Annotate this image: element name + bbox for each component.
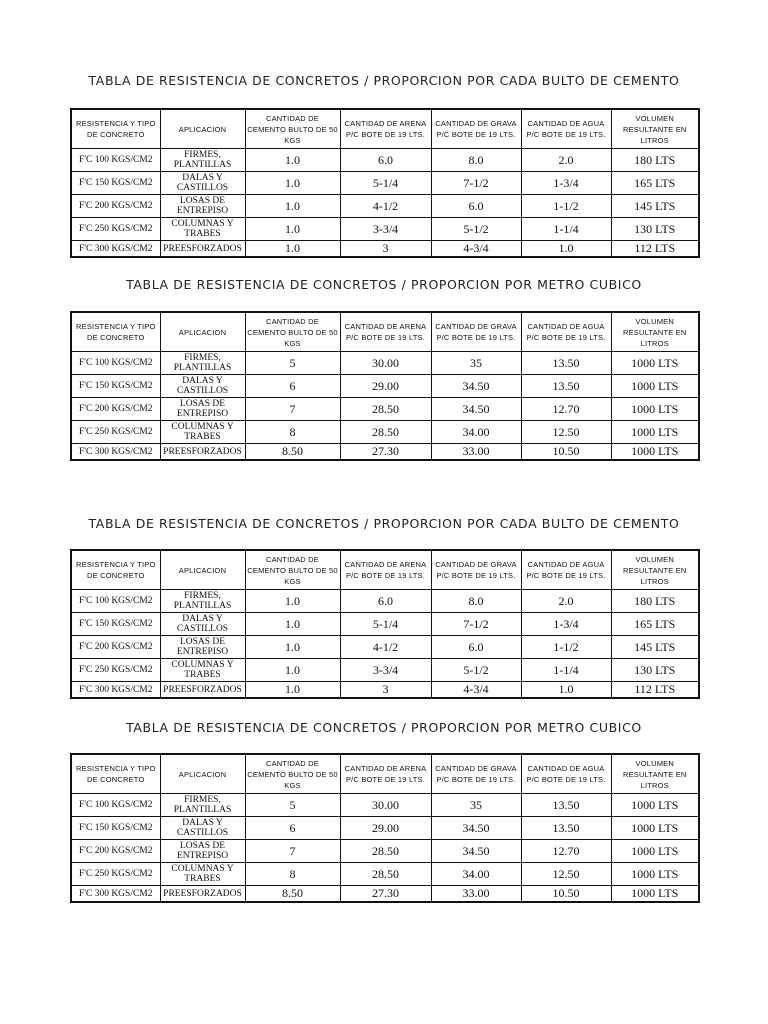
cement-cell: 6 [245, 375, 340, 398]
resistance-cell: F'C 300 KGS/CM2 [71, 241, 160, 258]
water-cell: 1-1/4 [521, 218, 611, 241]
concrete-table-cubic-meter [70, 311, 700, 461]
column-header: CANTIDAD DE GRAVA P/C BOTE DE 19 LTS. [431, 550, 521, 590]
water-cell: 12.70 [521, 840, 611, 863]
resistance-cell: F'C 150 KGS/CM2 [71, 375, 160, 398]
cement-cell: 8 [245, 421, 340, 444]
water-cell: 1-1/4 [521, 659, 611, 682]
water-cell: 1-3/4 [521, 613, 611, 636]
table-row [71, 444, 699, 461]
sand-cell: 3-3/4 [340, 218, 431, 241]
resistance-cell: F'C 100 KGS/CM2 [71, 149, 160, 172]
gravel-cell: 34.50 [431, 375, 521, 398]
volume-cell: 130 LTS [611, 218, 699, 241]
cement-cell: 6 [245, 817, 340, 840]
resistance-cell: F'C 250 KGS/CM2 [71, 421, 160, 444]
column-header: CANTIDAD DE CEMENTO BULTO DE 50 KGS [245, 550, 340, 590]
table-title: TABLA DE RESISTENCIA DE CONCRETOS / PROPORCION POR METRO CUBICO [126, 720, 642, 735]
column-header: VOLUMEN RESULTANTE EN LITROS [611, 312, 699, 352]
sand-cell: 29.00 [340, 817, 431, 840]
application-cell: FIRMES, PLANTILLAS [160, 794, 245, 817]
cement-cell: 1.0 [245, 659, 340, 682]
table-row [71, 886, 699, 903]
application-cell: FIRMES, PLANTILLAS [160, 352, 245, 375]
resistance-cell: F'C 200 KGS/CM2 [71, 840, 160, 863]
column-header: CANTIDAD DE GRAVA P/C BOTE DE 19 LTS. [431, 754, 521, 794]
table-title: TABLA DE RESISTENCIA DE CONCRETOS / PROPORCION POR METRO CUBICO [126, 277, 642, 292]
table-row [71, 421, 699, 444]
cement-cell: 7 [245, 840, 340, 863]
resistance-cell: F'C 100 KGS/CM2 [71, 794, 160, 817]
application-cell: PREESFORZADOS [160, 444, 245, 461]
cement-cell: 5 [245, 352, 340, 375]
column-header: CANTIDAD DE GRAVA P/C BOTE DE 19 LTS. [431, 109, 521, 149]
water-cell: 2.0 [521, 149, 611, 172]
application-cell: COLUMNAS Y TRABES [160, 218, 245, 241]
sand-cell: 28.50 [340, 421, 431, 444]
column-header: APLICACION [160, 754, 245, 794]
water-cell: 12.50 [521, 421, 611, 444]
resistance-cell: F'C 250 KGS/CM2 [71, 863, 160, 886]
table-row [71, 241, 699, 258]
cement-cell: 7 [245, 398, 340, 421]
volume-cell: 1000 LTS [611, 352, 699, 375]
table-row [71, 398, 699, 421]
resistance-cell: F'C 100 KGS/CM2 [71, 590, 160, 613]
volume-cell: 1000 LTS [611, 817, 699, 840]
column-header: RESISTENCIA Y TIPO DE CONCRETO [71, 312, 160, 352]
sand-cell: 6.0 [340, 590, 431, 613]
water-cell: 12.50 [521, 863, 611, 886]
water-cell: 1-3/4 [521, 172, 611, 195]
gravel-cell: 7-1/2 [431, 613, 521, 636]
sand-cell: 28.50 [340, 863, 431, 886]
sand-cell: 27.30 [340, 444, 431, 461]
water-cell: 1.0 [521, 241, 611, 258]
application-cell: PREESFORZADOS [160, 886, 245, 903]
column-header: CANTIDAD DE ARENA P/C BOTE DE 19 LTS. [340, 550, 431, 590]
sand-cell: 3 [340, 241, 431, 258]
cement-cell: 8 [245, 863, 340, 886]
resistance-cell: F'C 100 KGS/CM2 [71, 352, 160, 375]
column-header: CANTIDAD DE CEMENTO BULTO DE 50 KGS [245, 109, 340, 149]
table-row [71, 682, 699, 699]
gravel-cell: 34.50 [431, 817, 521, 840]
gravel-cell: 6.0 [431, 636, 521, 659]
water-cell: 10.50 [521, 886, 611, 903]
volume-cell: 180 LTS [611, 149, 699, 172]
gravel-cell: 33.00 [431, 444, 521, 461]
volume-cell: 165 LTS [611, 613, 699, 636]
gravel-cell: 34.00 [431, 863, 521, 886]
resistance-cell: F'C 300 KGS/CM2 [71, 886, 160, 903]
column-header: CANTIDAD DE AGUA P/C BOTE DE 19 LTS. [521, 754, 611, 794]
column-header: CANTIDAD DE ARENA P/C BOTE DE 19 LTS. [340, 109, 431, 149]
cement-cell: 1.0 [245, 195, 340, 218]
application-cell: FIRMES, PLANTILLAS [160, 149, 245, 172]
cement-cell: 8.50 [245, 444, 340, 461]
gravel-cell: 6.0 [431, 195, 521, 218]
column-header: CANTIDAD DE ARENA P/C BOTE DE 19 LTS. [340, 754, 431, 794]
gravel-cell: 7-1/2 [431, 172, 521, 195]
sand-cell: 28.50 [340, 398, 431, 421]
table-row [71, 149, 699, 172]
sand-cell: 6.0 [340, 149, 431, 172]
application-cell: LOSAS DE ENTREPISO [160, 840, 245, 863]
table-row [71, 195, 699, 218]
volume-cell: 1000 LTS [611, 421, 699, 444]
header-row [71, 550, 699, 590]
gravel-cell: 34.00 [431, 421, 521, 444]
table-row [71, 590, 699, 613]
column-header: CANTIDAD DE AGUA P/C BOTE DE 19 LTS. [521, 550, 611, 590]
water-cell: 12.70 [521, 398, 611, 421]
concrete-table-cubic-meter [70, 753, 700, 903]
application-cell: DALAS Y CASTILLOS [160, 613, 245, 636]
volume-cell: 1000 LTS [611, 444, 699, 461]
cement-cell: 1.0 [245, 172, 340, 195]
application-cell: DALAS Y CASTILLOS [160, 375, 245, 398]
water-cell: 13.50 [521, 375, 611, 398]
header-row [71, 109, 699, 149]
application-cell: LOSAS DE ENTREPISO [160, 398, 245, 421]
volume-cell: 130 LTS [611, 659, 699, 682]
concrete-table-bag [70, 108, 700, 258]
column-header: RESISTENCIA Y TIPO DE CONCRETO [71, 754, 160, 794]
table-row [71, 352, 699, 375]
cement-cell: 1.0 [245, 241, 340, 258]
sand-cell: 27.30 [340, 886, 431, 903]
resistance-cell: F'C 250 KGS/CM2 [71, 218, 160, 241]
table-row [71, 375, 699, 398]
sand-cell: 3-3/4 [340, 659, 431, 682]
water-cell: 1-1/2 [521, 636, 611, 659]
gravel-cell: 35 [431, 794, 521, 817]
volume-cell: 112 LTS [611, 241, 699, 258]
application-cell: LOSAS DE ENTREPISO [160, 195, 245, 218]
column-header: CANTIDAD DE ARENA P/C BOTE DE 19 LTS. [340, 312, 431, 352]
sand-cell: 30.00 [340, 794, 431, 817]
sand-cell: 30.00 [340, 352, 431, 375]
application-cell: PREESFORZADOS [160, 682, 245, 699]
gravel-cell: 34.50 [431, 840, 521, 863]
table-row [71, 218, 699, 241]
table-row [71, 636, 699, 659]
cement-cell: 1.0 [245, 218, 340, 241]
gravel-cell: 8.0 [431, 149, 521, 172]
water-cell: 1-1/2 [521, 195, 611, 218]
application-cell: COLUMNAS Y TRABES [160, 659, 245, 682]
volume-cell: 165 LTS [611, 172, 699, 195]
water-cell: 10.50 [521, 444, 611, 461]
column-header: RESISTENCIA Y TIPO DE CONCRETO [71, 109, 160, 149]
sand-cell: 29.00 [340, 375, 431, 398]
header-row [71, 312, 699, 352]
column-header: APLICACION [160, 312, 245, 352]
sand-cell: 3 [340, 682, 431, 699]
resistance-cell: F'C 150 KGS/CM2 [71, 817, 160, 840]
column-header: CANTIDAD DE CEMENTO BULTO DE 50 KGS [245, 312, 340, 352]
volume-cell: 180 LTS [611, 590, 699, 613]
table-row [71, 840, 699, 863]
application-cell: DALAS Y CASTILLOS [160, 817, 245, 840]
column-header: CANTIDAD DE GRAVA P/C BOTE DE 19 LTS. [431, 312, 521, 352]
sand-cell: 4-1/2 [340, 636, 431, 659]
sand-cell: 4-1/2 [340, 195, 431, 218]
column-header: CANTIDAD DE AGUA P/C BOTE DE 19 LTS. [521, 109, 611, 149]
column-header: RESISTENCIA Y TIPO DE CONCRETO [71, 550, 160, 590]
resistance-cell: F'C 200 KGS/CM2 [71, 195, 160, 218]
cement-cell: 5 [245, 794, 340, 817]
resistance-cell: F'C 150 KGS/CM2 [71, 172, 160, 195]
water-cell: 2.0 [521, 590, 611, 613]
volume-cell: 112 LTS [611, 682, 699, 699]
volume-cell: 1000 LTS [611, 886, 699, 903]
table-row [71, 863, 699, 886]
cement-cell: 1.0 [245, 613, 340, 636]
volume-cell: 1000 LTS [611, 398, 699, 421]
resistance-cell: F'C 200 KGS/CM2 [71, 636, 160, 659]
water-cell: 1.0 [521, 682, 611, 699]
column-header: VOLUMEN RESULTANTE EN LITROS [611, 754, 699, 794]
application-cell: DALAS Y CASTILLOS [160, 172, 245, 195]
table-row [71, 659, 699, 682]
sand-cell: 5-1/4 [340, 172, 431, 195]
application-cell: FIRMES, PLANTILLAS [160, 590, 245, 613]
table-row [71, 817, 699, 840]
application-cell: PREESFORZADOS [160, 241, 245, 258]
gravel-cell: 33.00 [431, 886, 521, 903]
volume-cell: 1000 LTS [611, 375, 699, 398]
volume-cell: 1000 LTS [611, 863, 699, 886]
table-row [71, 613, 699, 636]
volume-cell: 145 LTS [611, 636, 699, 659]
water-cell: 13.50 [521, 794, 611, 817]
column-header: VOLUMEN RESULTANTE EN LITROS [611, 109, 699, 149]
resistance-cell: F'C 200 KGS/CM2 [71, 398, 160, 421]
volume-cell: 1000 LTS [611, 794, 699, 817]
table-row [71, 172, 699, 195]
header-row [71, 754, 699, 794]
application-cell: COLUMNAS Y TRABES [160, 863, 245, 886]
gravel-cell: 5-1/2 [431, 218, 521, 241]
column-header: APLICACION [160, 550, 245, 590]
gravel-cell: 35 [431, 352, 521, 375]
gravel-cell: 5-1/2 [431, 659, 521, 682]
cement-cell: 8.50 [245, 886, 340, 903]
gravel-cell: 4-3/4 [431, 682, 521, 699]
volume-cell: 1000 LTS [611, 840, 699, 863]
table-row [71, 794, 699, 817]
cement-cell: 1.0 [245, 636, 340, 659]
water-cell: 13.50 [521, 352, 611, 375]
column-header: CANTIDAD DE CEMENTO BULTO DE 50 KGS [245, 754, 340, 794]
resistance-cell: F'C 300 KGS/CM2 [71, 444, 160, 461]
cement-cell: 1.0 [245, 590, 340, 613]
application-cell: COLUMNAS Y TRABES [160, 421, 245, 444]
volume-cell: 145 LTS [611, 195, 699, 218]
column-header: APLICACION [160, 109, 245, 149]
concrete-table-bag [70, 549, 700, 699]
table-title: TABLA DE RESISTENCIA DE CONCRETOS / PROPORCION POR CADA BULTO DE CEMENTO [88, 516, 680, 531]
table-title: TABLA DE RESISTENCIA DE CONCRETOS / PROPORCION POR CADA BULTO DE CEMENTO [88, 73, 680, 88]
resistance-cell: F'C 150 KGS/CM2 [71, 613, 160, 636]
resistance-cell: F'C 250 KGS/CM2 [71, 659, 160, 682]
column-header: CANTIDAD DE AGUA P/C BOTE DE 19 LTS. [521, 312, 611, 352]
column-header: VOLUMEN RESULTANTE EN LITROS [611, 550, 699, 590]
sand-cell: 5-1/4 [340, 613, 431, 636]
resistance-cell: F'C 300 KGS/CM2 [71, 682, 160, 699]
sand-cell: 28.50 [340, 840, 431, 863]
water-cell: 13.50 [521, 817, 611, 840]
application-cell: LOSAS DE ENTREPISO [160, 636, 245, 659]
cement-cell: 1.0 [245, 149, 340, 172]
cement-cell: 1.0 [245, 682, 340, 699]
gravel-cell: 34.50 [431, 398, 521, 421]
gravel-cell: 4-3/4 [431, 241, 521, 258]
gravel-cell: 8.0 [431, 590, 521, 613]
